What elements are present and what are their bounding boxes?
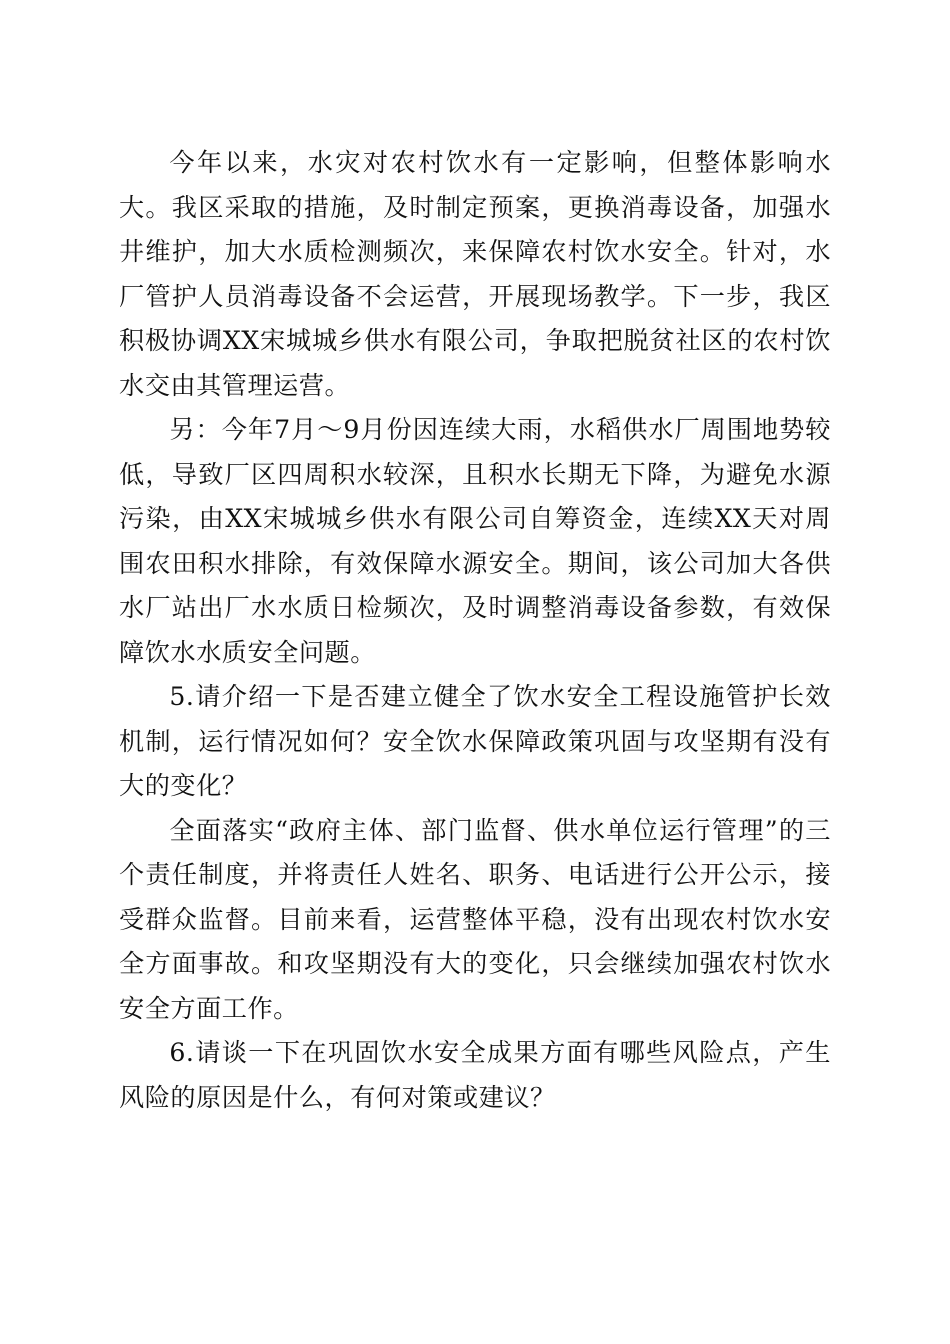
question-5: 5.请介绍一下是否建立健全了饮水安全工程设施管护长效机制，运行情况如何？安全饮水保障政策巩固与攻坚期有没有大的变化？ — [119, 682, 831, 800]
answer-5: 全面落实“政府主体、部门监督、供水单位运行管理”的三个责任制度，并将责任人姓名、职务、电话进行公开公示，接受群众监督。目前来看，运营整体平稳，没有出现农村饮水安全方面事故。和攻坚期没有大的变化，只会继续加强农村饮水安全方面工作。 — [119, 815, 831, 1023]
document-body — [119, 141, 831, 1120]
question-6: 6.请谈一下在巩固饮水安全成果方面有哪些风险点，产生风险的原因是什么，有何对策或建议？ — [119, 1038, 831, 1112]
paragraph-water-disaster-impact: 今年以来，水灾对农村饮水有一定影响，但整体影响水大。我区采取的措施，及时制定预案，更换消毒设备，加强水井维护，加大水质检测频次，来保障农村饮水安全。针对，水厂管护人员消毒设备不会运营，开展现场教学。下一步，我区积极协调XX宋城城乡供水有限公司，争取把脱贫社区的农村饮水交由其管理运营。 — [119, 148, 831, 400]
paragraph-heavy-rain-note: 另：今年7月～9月份因连续大雨，水稻供水厂周围地势较低，导致厂区四周积水较深，且积水长期无下降，为避免水源污染，由XX宋城城乡供水有限公司自筹资金，连续XX天对周围农田积水排除，有效保障水源安全。期间，该公司加大各供水厂站出厂水水质日检频次，及时调整消毒设备参数，有效保障饮水水质安全问题。 — [119, 415, 831, 667]
